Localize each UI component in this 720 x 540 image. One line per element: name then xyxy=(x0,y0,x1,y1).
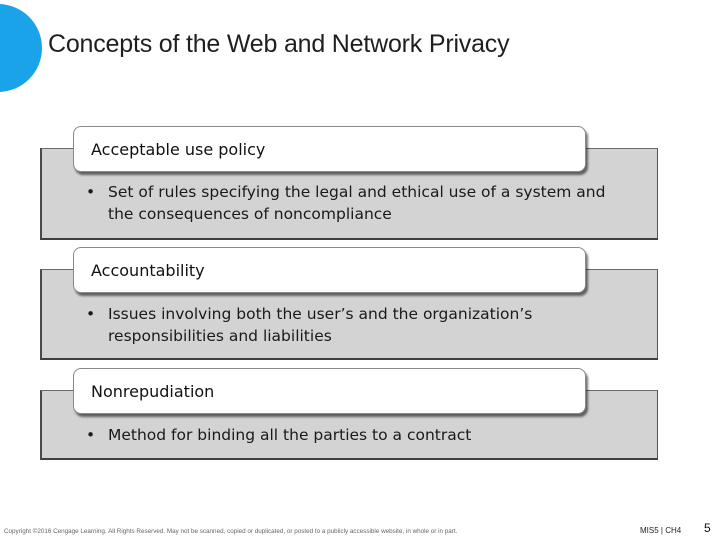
bullet-icon: • xyxy=(86,183,96,201)
concept-description xyxy=(86,181,606,225)
concept-heading: Accountability xyxy=(91,261,205,280)
concept-heading: Nonrepudiation xyxy=(91,382,215,401)
concept-description xyxy=(86,303,606,347)
concept-heading-box-accountability xyxy=(73,247,586,293)
concept-heading-box-nonrepudiation xyxy=(73,368,586,414)
footer-course-label: MIS5 | CH4 xyxy=(640,526,682,535)
page-number: 5 xyxy=(704,521,711,535)
concept-heading: Acceptable use policy xyxy=(91,140,266,159)
concept-heading-box-acceptable-use-policy xyxy=(73,126,586,172)
concept-description-text: Set of rules specifying the legal and ethical use of a system and the consequences of noncompliance xyxy=(108,183,606,223)
concept-description-text: Issues involving both the user’s and the organization’s responsibilities and liabilities xyxy=(108,305,533,345)
title-accent-circle xyxy=(0,4,42,92)
bullet-icon: • xyxy=(86,426,96,444)
bullet-icon: • xyxy=(86,305,96,323)
concept-description xyxy=(86,424,606,446)
footer-copyright: Copyright ©2016 Cengage Learning. All Rights Reserved. May not be scanned, copied or duplicated, or posted to a publicly accessible website, in whole or in part. xyxy=(4,528,458,535)
slide-title: Concepts of the Web and Network Privacy xyxy=(48,30,510,58)
concept-description-text: Method for binding all the parties to a contract xyxy=(108,426,472,444)
